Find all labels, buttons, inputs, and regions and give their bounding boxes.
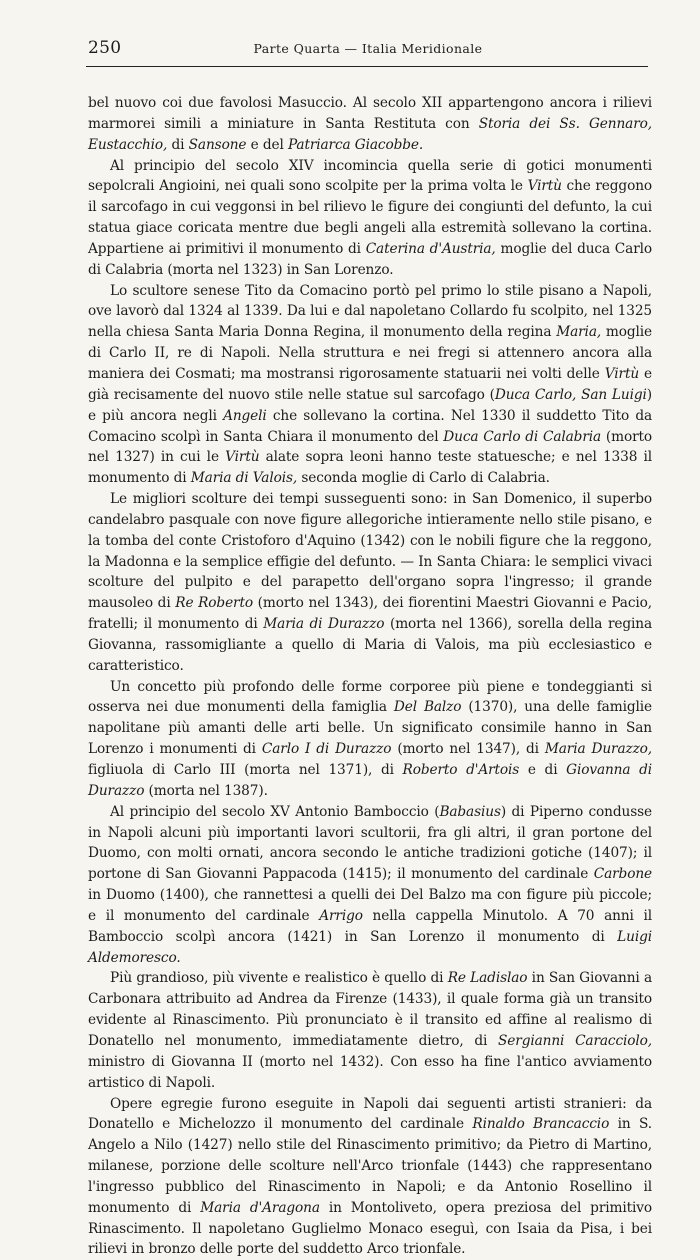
italic-run: Maria Durazzo, (545, 741, 652, 757)
italic-run: Maria d'Aragona (200, 1200, 320, 1216)
italic-run: Carlo I di Durazzo (262, 741, 392, 757)
running-header (88, 38, 648, 62)
text-run: ) di Piperno condusse in Napoli alcuni più importanti lavori scultorii, fra gli altri, il gran portone del Duomo, con molti ornati, ancora secondo le antiche tradizioni gotiche (1407); il portone di San Giovanni Pappacoda (1415); il monumento del cardinale (88, 804, 652, 883)
paragraph (88, 1094, 652, 1260)
italic-run: Carbone (594, 866, 652, 882)
italic-run: Re Ladislao (448, 970, 528, 986)
italic-run: Luigi Aldemoresco. (88, 929, 652, 966)
text-run: moglie di Carlo II, re di Napoli. Nella struttura e nei fregi si attennero ancora alla maniera dei Cosmati; ma mostransi rigorosamente statuarii nei volti delle (88, 324, 652, 382)
text-run: nella cappella Minutolo. A 70 anni il Bamboccio scolpì ancora (1421) in San Lorenzo il monumento di (88, 908, 652, 945)
text-run: bel nuovo coi due favolosi Masuccio. Al secolo XII appartengono ancora i rilievi marmorei simili a miniature in Santa Restituta con (88, 95, 652, 132)
text-run: in San Giovanni a Carbonara attribuito ad Andrea da Firenze (1433), il quale forma già un transito evidente al Rinascimento. Più pronunciato è il transito ed affine al realismo di Donatello nel monumento, immediatamente dietro, di (88, 970, 652, 1049)
italic-run: Virtù (528, 178, 562, 194)
text-run: moglie del duca Carlo di Calabria (morta nel 1323) in San Lorenzo. (88, 241, 652, 278)
paragraph (88, 281, 652, 489)
text-run: e del (246, 137, 288, 153)
text-run: Le migliori scolture dei tempi susseguenti sono: in San Domenico, il superbo candelabro pasquale con nove figure allegoriche intieramente nello stile pisano, e la tomba del conte Cristoforo d'Aquino (1342) con le nobili figure che la reggono, la Madonna e la semplice effigie del defunto. — In Santa Chiara: le semplici vivaci scolture del pulpito e del parapetto dell'organo sopra l'ingresso; il grande mausoleo di (88, 491, 652, 611)
text-run: (morto nel 1343), dei fiorentini Maestri Giovanni e Pacio, fratelli; il monumento di (88, 595, 652, 632)
text-run: e già recisamente del nuovo stile nelle statue sul sarcofago ( (88, 366, 652, 403)
italic-run: Giovanna di Durazzo (88, 762, 652, 799)
running-title: Parte Quarta — Italia Meridionale (88, 41, 648, 56)
italic-run: Maria di Durazzo (263, 616, 384, 632)
text-run: (1370), una delle famiglie napolitane più amanti delle arti belle. Un significato consimile hanno in San Lorenzo i monumenti di (88, 699, 652, 757)
paragraph (88, 968, 652, 1093)
header-rule (86, 66, 648, 67)
italic-run: Virtù (605, 366, 639, 382)
text-run: (morto nel 1327) in cui le (88, 429, 652, 466)
text-run: che sollevano la cortina. Nel 1330 il suddetto Tito da Comacino scolpì in Santa Chiara il monumento del (88, 408, 652, 445)
text-run: alate sopra leoni hanno teste statuesche; e nel 1338 il monumento di (88, 449, 652, 486)
italic-run: Angeli (223, 408, 267, 424)
italic-run: Sergianni Caracciolo, (498, 1033, 652, 1049)
italic-run: Babasius (439, 804, 500, 820)
text-run: in Duomo (1400), che rannettesi a quelli dei Del Balzo ma con figure più piccole; e il monumento del cardinale (88, 887, 652, 924)
italic-run: Storia dei Ss. Gennaro, Eustacchio, (88, 116, 652, 153)
text-run: figliuola di Carlo III (morta nel 1371), di (88, 762, 403, 778)
text-run: di (167, 137, 188, 153)
text-run: Lo scultore senese Tito da Comacino portò pel primo lo stile pisano a Napoli, ove lavorò dal 1324 al 1339. Da lui e dal napoletano Collardo fu scolpito, nel 1325 nella chiesa Santa Maria Donna Regina, il monumento della regina (88, 283, 652, 341)
text-run: ) e più ancora negli (88, 387, 652, 424)
paragraph (88, 93, 652, 156)
text-run: ministro di Giovanna II (morto nel 1432). Con esso ha fine l'antico avviamento artistico di Napoli. (88, 1054, 652, 1091)
text-run: seconda moglie di Carlo di Calabria. (297, 470, 550, 486)
page-number: 250 (88, 38, 121, 58)
italic-run: Rinaldo Brancaccio (472, 1116, 609, 1132)
paragraph (88, 156, 652, 281)
text-run: Opere egregie furono eseguite in Napoli dai seguenti artisti stranieri: da Donatello e Michelozzo il monumento del cardinale (88, 1096, 652, 1133)
italic-run: Del Balzo (394, 699, 461, 715)
italic-run: Patriarca Giacobbe. (288, 137, 423, 153)
italic-run: Arrigo (319, 908, 363, 924)
italic-run: Sansone (189, 137, 247, 153)
text-run: (morta nel 1387). (144, 783, 267, 799)
paragraph (88, 677, 652, 802)
text-run: (morta nel 1366), sorella della regina Giovanna, rassomigliante a quello di Maria di Valois, ma più ecclesiastico e caratteristico. (88, 616, 652, 674)
text-run: Al principio del secolo XIV incomincia quella serie di gotici monumenti sepolcrali Angioini, nei quali sono scolpite per la prima volta le (88, 158, 652, 195)
text-run: in S. Angelo a Nilo (1427) nello stile del Rinascimento primitivo; da Pietro di Martino, milanese, porzione delle scolture nell'Arco trionfale (1443) che rappresentano l'ingresso pubblico del Rinascimento in Napoli; e da Antonio Rosellino il monumento di (88, 1116, 652, 1215)
text-run: Al principio del secolo XV Antonio Bamboccio ( (110, 804, 439, 820)
text-run: in Montoliveto, opera preziosa del primitivo Rinascimento. Il napoletano Guglielmo Monaco eseguì, con Isaia da Pisa, i bei rilievi in bronzo delle porte del suddetto Arco trionfale. (88, 1200, 652, 1258)
italic-run: Virtù (225, 449, 259, 465)
paragraph (88, 489, 652, 677)
paragraph (88, 802, 652, 969)
text-run: e di (519, 762, 566, 778)
italic-run: Caterina d'Austria, (366, 241, 496, 257)
italic-run: Duca Carlo, San Luigi (495, 387, 647, 403)
text-run: Un concetto più profondo delle forme corporee più piene e tondeggianti si osserva nei due monumenti della famiglia (88, 679, 652, 716)
italic-run: Maria di Valois, (191, 470, 297, 486)
text-run: che reggono il sarcofago in cui veggonsi in bel rilievo le figure dei congiunti del defunto, la cui statua giace coricata mentre due begli angeli alla estremità sollevano la cortina. Appartiene ai primitivi il monumento di (88, 178, 652, 257)
body-text (88, 93, 652, 1260)
italic-run: Duca Carlo di Calabria (443, 429, 601, 445)
italic-run: Re Roberto (175, 595, 253, 611)
text-run: (morto nel 1347), di (391, 741, 544, 757)
text-run: Più grandioso, più vivente e realistico è quello di (110, 970, 448, 986)
italic-run: Roberto d'Artois (403, 762, 520, 778)
italic-run: Maria, (556, 324, 601, 340)
